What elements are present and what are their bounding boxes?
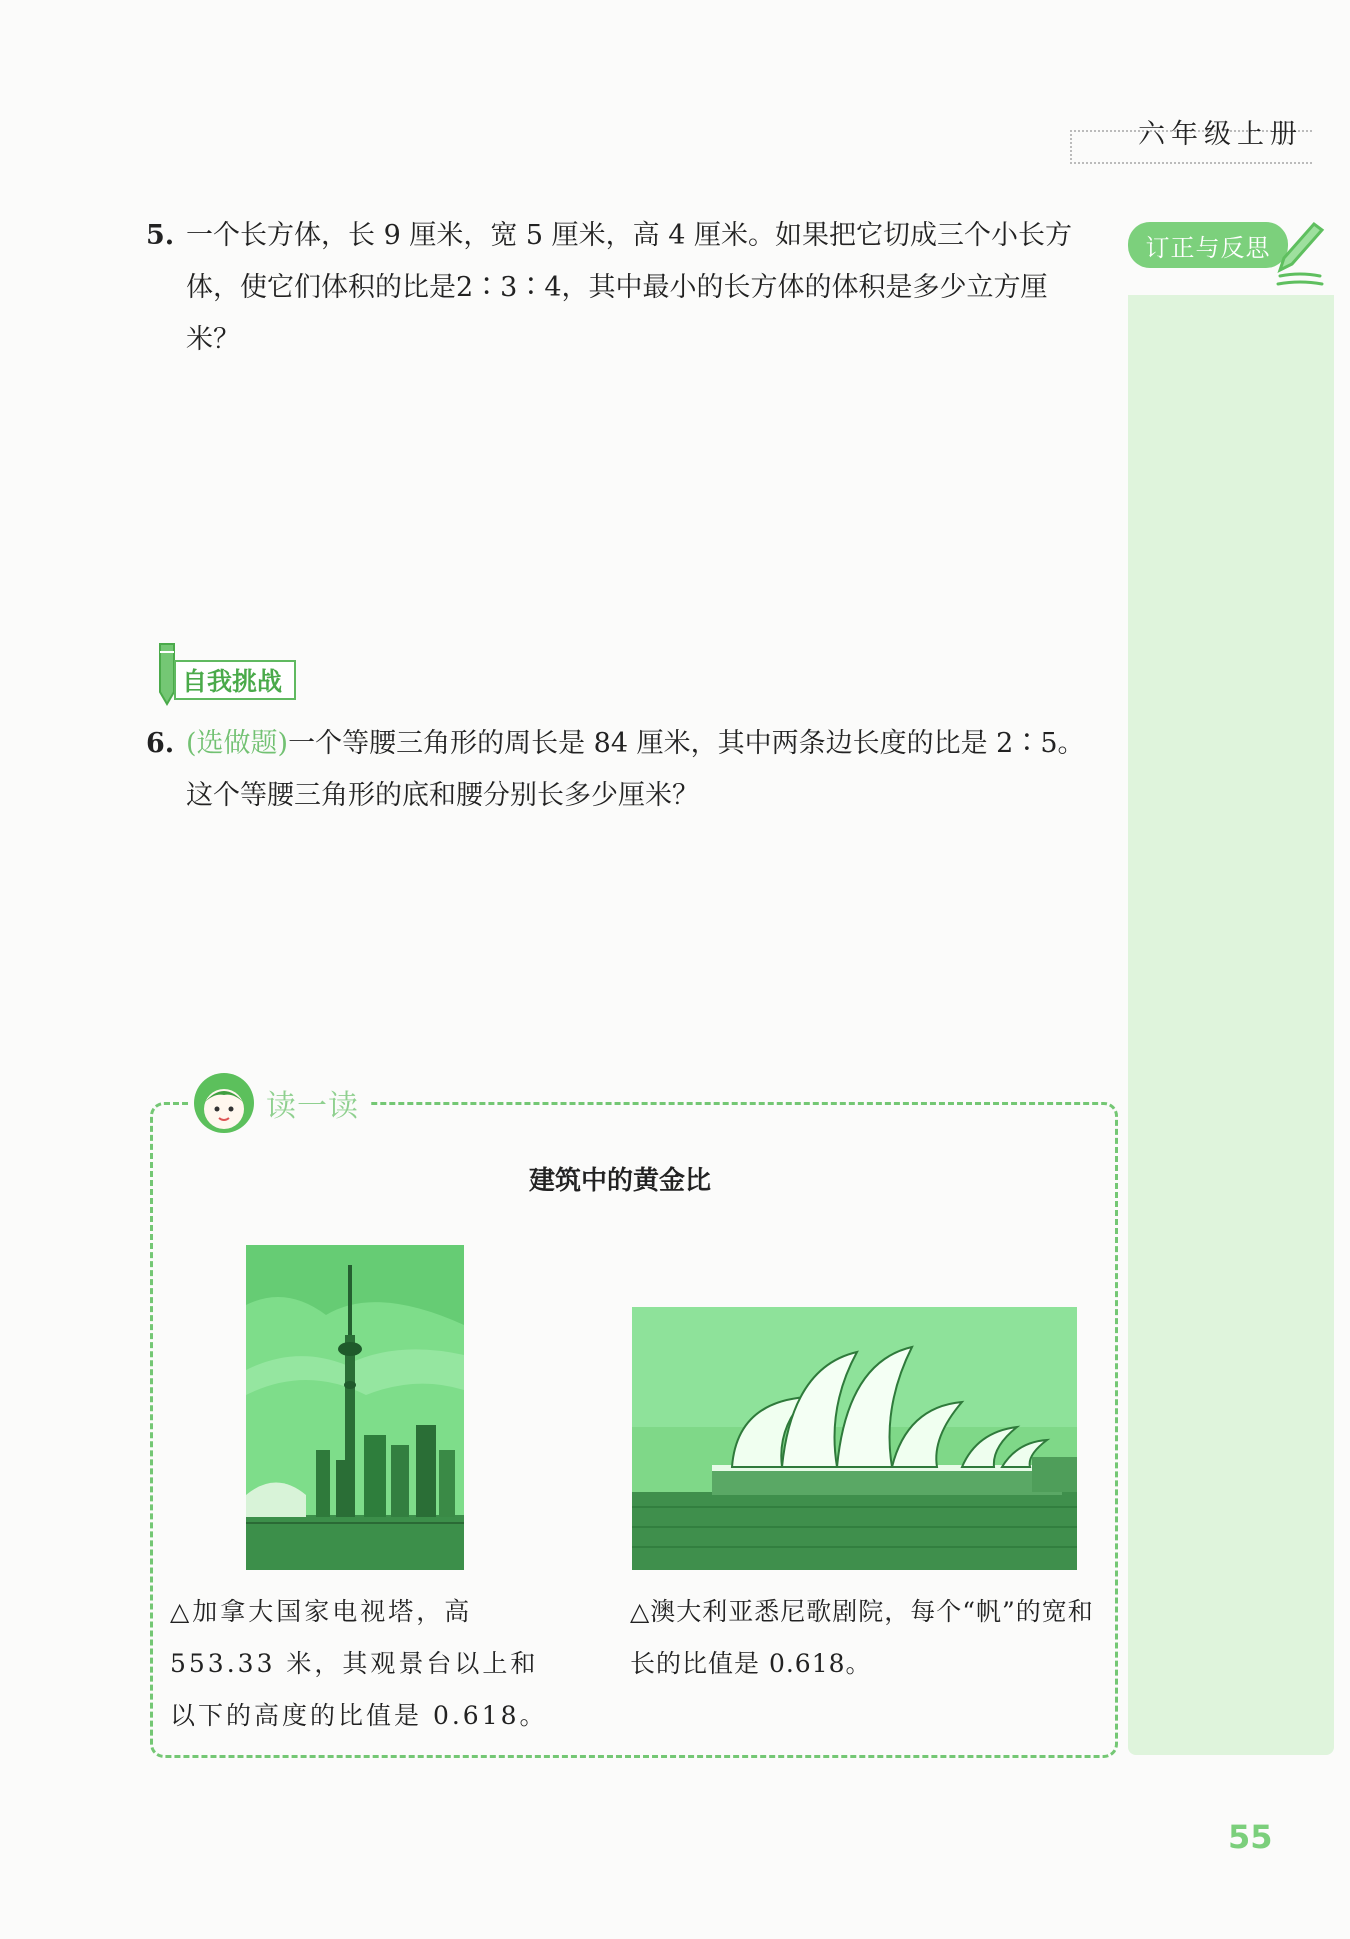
opera-house-caption: △澳大利亚悉尼歌剧院，每个“帆”的宽和长的比值是 0.618。: [630, 1597, 1094, 1678]
pencil-icon: [1270, 218, 1330, 288]
article-title: 建筑中的黄金比: [528, 1166, 711, 1196]
page-number: 55: [1228, 1818, 1273, 1856]
correction-tab: 订正与反思: [1128, 222, 1288, 268]
reading-label: 读一读: [266, 1089, 359, 1124]
problem-body: 一个等腰三角形的周长是 84 厘米，其中两条边长度的比是 2∶5。这个等腰三角形的底和腰分别长多少厘米？: [186, 728, 1085, 811]
opera-house-photo: [632, 1307, 1077, 1570]
problem-5: [146, 210, 1096, 366]
problem-text: 一个长方体，长 9 厘米，宽 5 厘米，高 4 厘米。如果把它切成三个小长方体，使它们体积的比是2∶3∶4，其中最小的长方体的体积是多少立方厘米？: [186, 220, 1073, 355]
grade-label: 六年级上册: [1138, 119, 1303, 150]
problem-number: 6.: [146, 728, 175, 759]
correction-column: [1128, 295, 1334, 1755]
challenge-badge: 自我挑战: [174, 660, 296, 700]
problem-6: [146, 718, 1096, 822]
optional-tag: (选做题): [186, 728, 289, 759]
girl-avatar-icon: [190, 1069, 258, 1137]
cn-tower-photo: [246, 1245, 464, 1570]
problem-number: 5.: [146, 220, 175, 251]
problem-text: [186, 718, 1096, 822]
reading-header: [190, 1068, 369, 1138]
cn-tower-caption: △加拿大国家电视塔，高553.33 米，其观景台以上和以下的高度的比值是 0.618。: [170, 1597, 548, 1730]
